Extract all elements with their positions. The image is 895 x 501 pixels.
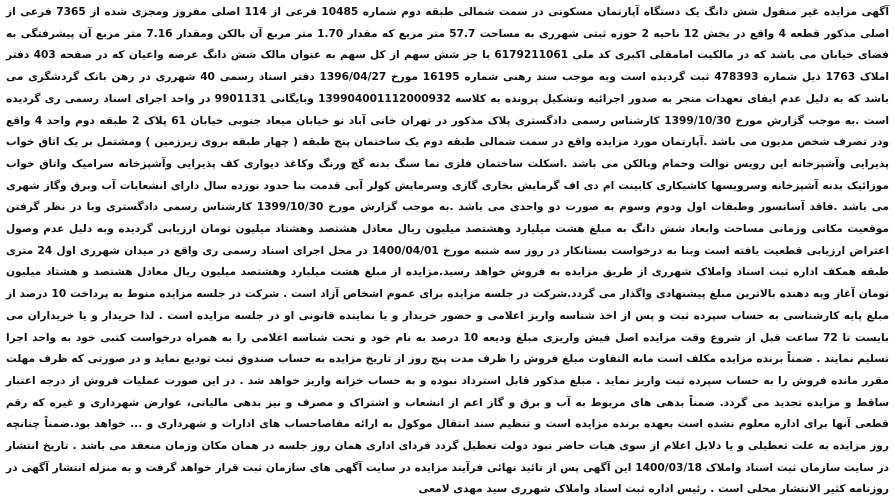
auction-notice-text: آگهی مزایده غیر منقول شش دانگ یک دستگاه آپارتمان مسکونی در سمت شمالی طبقه دوم شماره 10485 فرعی از 114 اصلی مفروز ومجزی شده از 7365 فرعی از اصلی مذکور قطعه 4 واقع در بخش 12 ناحیه 2 حوزه ثبتی شهرری به مساحت 57.7 متر مربع که مقدار 1.70 متر مربع آن بالکن ومقدار 7.16 متر مربع آن پیشرفتگی به فضای خیابان می باشد که در مالکیت امامقلی اکبری کد ملی 6179211061 با جز شش سهم از کل سهم به عنوان مالک شش دانگ عرصه واعیان که در صفحه 403 دفتر املاک 1763 ذیل شماره 478393 ثبت گردیده است وبه موجب سند رهنی شماره 16195 مورخ 1396/04/27 دفتر اسناد رسمی 40 شهرری در رهن بانک گردشگری می باشد که به دلیل عدم ایفای تعهدات منجر به صدور اجرائیه وتشکیل پرونده به کلاسه 139904001112000932 وبایگانی 9901131 در واحد اجرای اسناد رسمی ری گردیده است .به موجب گزارش مورخ 1399/10/30 کارشناس رسمی دادگستری پلاک مذکور در تهران خانی آباد نو خیابان میعاد جنوبی خیابان 61 پلاک 2 طبقه دوم واحد 4 واقع ودر تصرف شخص مدیون می باشد .آپارتمان مورد مزایده واقع در سمت شمالی طبقه دوم یک ساختمان پنج طبقه ( چهار طبقه بروی زیرزمین ) ومشتمل بر یک اتاق خواب پذیرایی وآشپزخانه این رویس توالت وحمام وبالکن می باشد .اسکلت ساختمان فلزی نما سنگ بدنه گچ ورنگ وکاغذ دیواری کف پذیرایی وآشپزخانه سرامیک واتاق خواب موزائیک بدنه آشپزخانه وسرویسها کاشیکاری کابینت ام دی اف گرمایش بخاری گازی وسرمایش کولر آبی قدمت بنا حدود نوزده سال دارای انشعابات آب وبرق وگاز شهری می باشد .فاقد آسانسور وطبقات اول ودوم وسوم به صورت دو واحدی می باشد .به موجب گزارش مورخ 1399/10/30 کارشناس رسمی دادگستری وبا در نظر گرفتن موقعیت مکانی وزمانی مساحت وابعاد شش دانگ به مبلغ هشت میلیارد وهشتصد میلیون ریال معادل هشتصد وهشتاد میلیون تومان ارزیابی گردیده وبه دلیل عدم وصول اعتراض ارزیابی قطعیت یافته است وبنا به درخواست بستانکار در روز سه شنبه مورخ 1400/04/01 در محل اجرای اسناد رسمی ری واقع در میدان شهرری اول 24 متری طبقه همکف اداره ثبت اسناد واملاک شهرری از طریق مزایده به فروش خواهد رسید.مزایده از مبلغ هشت میلیارد وهشتصد میلیون ریال معادل هشتصد و هشتاد میلیون تومان آغاز وبه دهنده بالاترین مبلغ پیشنهادی واگذار می گردد.شرکت در جلسه مزایده برای عموم اشخاص آزاد است . شرکت در جلسه مزایده منوط به پرداخت 10 درصد از مبلغ پایه کارشناسی به حساب سپرده ثبت و پس از اخذ شناسه واریز اعلامی و حضور خریدار و یا نماینده قانونی او در جلسه مزایده است . لذا خریدار و یا خریداران می بایست تا 72 ساعت قبل از شروع وقت مزایده اصل فیش واریزی مبلغ ودیعه 10 درصد به نام خود و تحت شناسه اعلامی را به همراه درخواست کتبی خود به واحد اجرا تسلیم نمایند . ضمناً برنده مزایده مکلف است مابه التفاوت مبلغ فروش را ظرف مدت پنج روز از تاریخ مزایده به حساب صندوق ثبت تودیع نماید و در صورتی که ظرف مهلت مقرر مانده فروش را به حساب سپرده ثبت واریز نماید . مبلغ مذکور قابل استرداد نبوده و به حساب خزانه واریز خواهد شد . در این صورت عملیات فروش از درجه اعتبار ساقط و مزایده تجدید می گردد. ضمناً بدهی های مربوط به آب و برق و گاز اعم از انشعاب و اشتراک و مصرف و نیز بدهی مالیاتی، عوارض شهرداری و غیره که رقم قطعی آنها برای اداره معلوم نشده است بعهده برنده مزایده است و تنظیم سند انتقال موکول به ارائه مفاصاحساب های ادارات و شهرداری و ... خواهد بود.ضمناً چنانچه روز مزایده به علت تعطیلی و یا دلایل اعلام از سوی هیات حاضر نبود دولت تعطیل گردد فردای اداری همان روز جلسه در همان مکان وزمان منعقد می باشد . تاریخ انتشار در سایت سازمان ثبت اسناد واملاک 1400/03/18 این آگهی پس از تائید نهائی فرآیند مزایده در سایت آگهی های سازمان ثبت قرار خواهد گرفت و به منزله انتشار آگهی در روزنامه کثیر الانتشار محلی است . رئیس اداره ثبت اسناد واملاک شهرری سید مهدی لامعی — [6, 6, 890, 496]
